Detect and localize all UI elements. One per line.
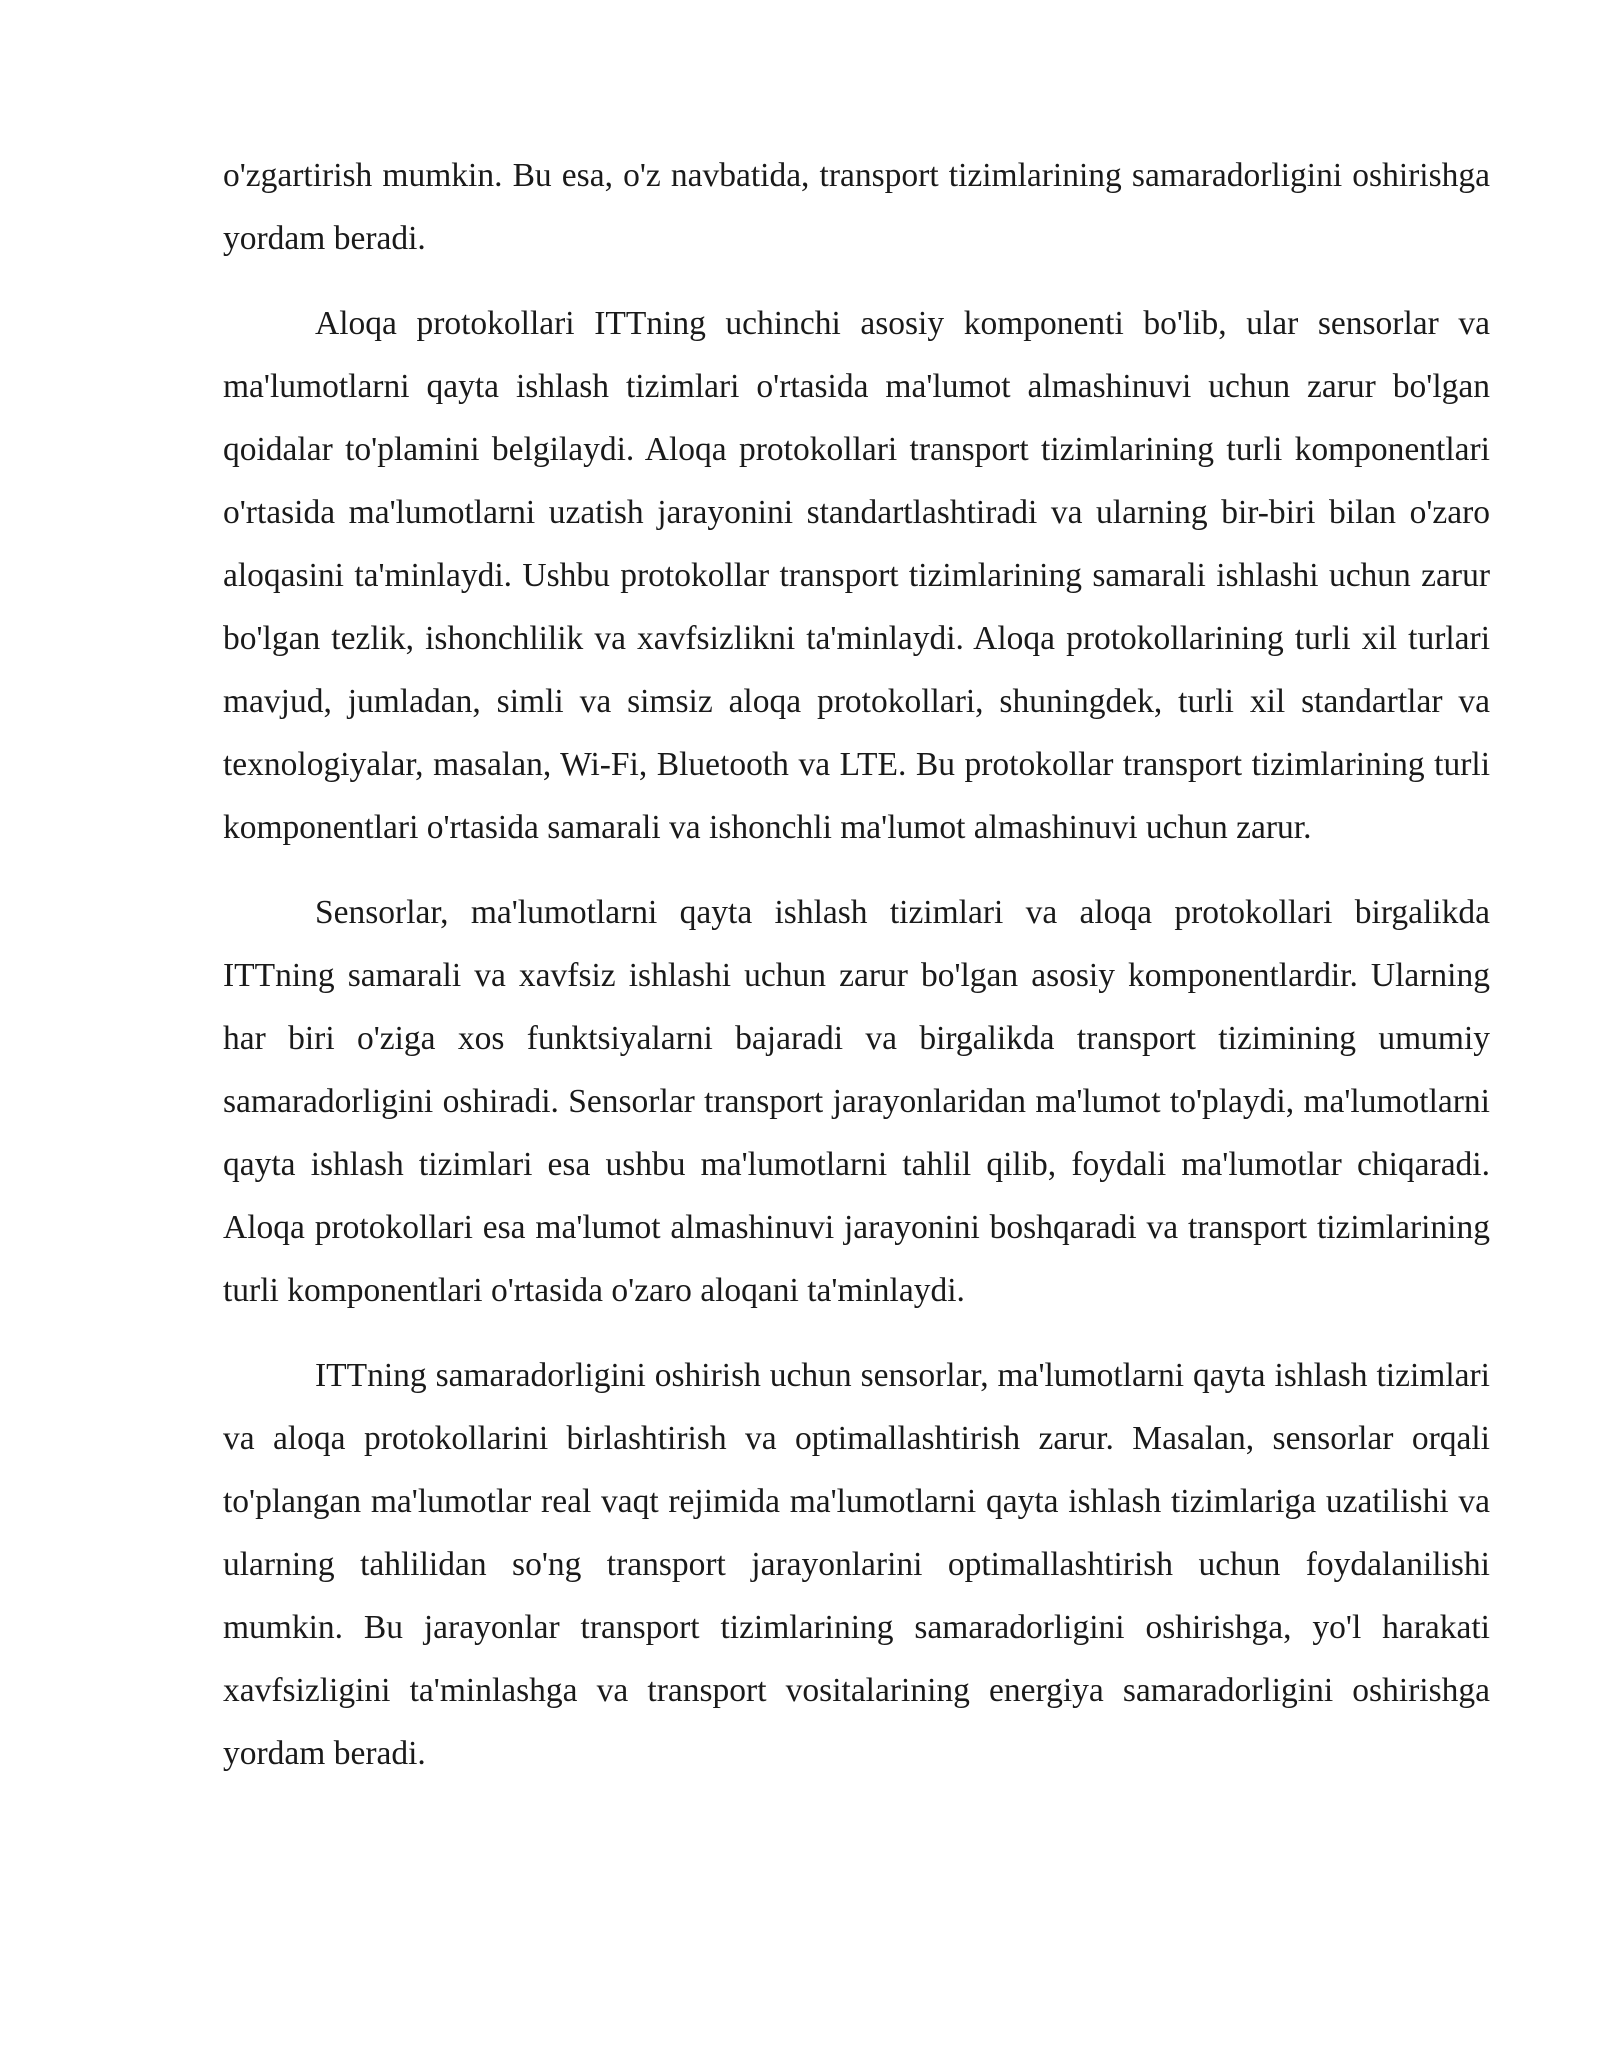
document-body	[223, 144, 1490, 1807]
paragraph-1: o'zgartirish mumkin. Bu esa, o'z navbatida, transport tizimlarining samaradorligini oshirishga yordam beradi.	[223, 157, 1490, 257]
paragraph-3: Sensorlar, ma'lumotlarni qayta ishlash tizimlari va aloqa protokollari birgalikda ITTning samarali va xavfsiz ishlashi uchun zarur bo'lgan asosiy komponentlardir. Ularning har biri o'ziga xos funktsiyalarni bajaradi va birgalikda transport tizimining umumiy samaradorligini oshiradi. Sensorlar transport jarayonlaridan ma'lumot to'playdi, ma'lumotlarni qayta ishlash tizimlari esa ushbu ma'lumotlarni tahlil qilib, foydali ma'lumotlar chiqaradi. Aloqa protokollari esa ma'lumot almashinuvi jarayonini boshqaradi va transport tizimlarining turli komponentlari o'rtasida o'zaro aloqani ta'minlaydi.	[223, 894, 1490, 1309]
paragraph-4: ITTning samaradorligini oshirish uchun sensorlar, ma'lumotlarni qayta ishlash tizimlari va aloqa protokollarini birlashtirish va optimallashtirish zarur. Masalan, sensorlar orqali to'plangan ma'lumotlar real vaqt rejimida ma'lumotlarni qayta ishlash tizimlariga uzatilishi va ularning tahlilidan so'ng transport jarayonlarini optimallashtirish uchun foydalanilishi mumkin. Bu jarayonlar transport tizimlarining samaradorligini oshirishga, yo'l harakati xavfsizligini ta'minlashga va transport vositalarining energiya samaradorligini oshirishga yordam beradi.	[223, 1357, 1490, 1772]
paragraph-2: Aloqa protokollari ITTning uchinchi asosiy komponenti bo'lib, ular sensorlar va ma'lumotlarni qayta ishlash tizimlari o'rtasida ma'lumot almashinuvi uchun zarur bo'lgan qoidalar to'plamini belgilaydi. Aloqa protokollari transport tizimlarining turli komponentlari o'rtasida ma'lumotlarni uzatish jarayonini standartlashtiradi va ularning bir-biri bilan o'zaro aloqasini ta'minlaydi. Ushbu protokollar transport tizimlarining samarali ishlashi uchun zarur bo'lgan tezlik, ishonchlilik va xavfsizlikni ta'minlaydi. Aloqa protokollarining turli xil turlari mavjud, jumladan, simli va simsiz aloqa protokollari, shuningdek, turli xil standartlar va texnologiyalar, masalan, Wi-Fi, Bluetooth va LTE. Bu protokollar transport tizimlarining turli komponentlari o'rtasida samarali va ishonchli ma'lumot almashinuvi uchun zarur.	[223, 305, 1490, 846]
